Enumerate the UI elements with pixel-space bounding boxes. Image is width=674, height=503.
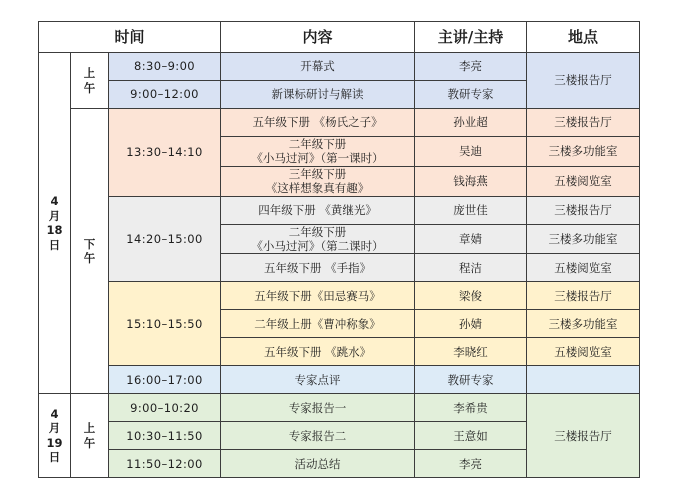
half-day-text: 午 bbox=[83, 251, 96, 266]
content-cell bbox=[221, 137, 415, 167]
content-line: 二年级下册 bbox=[288, 137, 347, 151]
half-day-text: 下 bbox=[83, 236, 96, 251]
time-cell: 11:50–12:00 bbox=[109, 450, 221, 478]
time-cell: 13:30–14:10 bbox=[109, 109, 221, 197]
header-content: 内容 bbox=[221, 22, 415, 53]
date-text: 4 bbox=[50, 194, 59, 209]
half-day-text: 上 bbox=[83, 66, 96, 81]
host-cell: 李亮 bbox=[415, 53, 527, 81]
place-cell: 五楼阅览室 bbox=[527, 338, 640, 366]
place-cell: 三楼报告厅 bbox=[527, 109, 640, 137]
host-cell: 王意如 bbox=[415, 422, 527, 450]
content-cell: 五年级下册 《杨氏之子》 bbox=[221, 109, 415, 137]
date-cell-day2 bbox=[39, 394, 71, 478]
time-cell: 9:00–12:00 bbox=[109, 81, 221, 109]
host-cell: 孙婧 bbox=[415, 310, 527, 338]
host-cell: 吴迪 bbox=[415, 137, 527, 167]
content-line: 三年级下册 bbox=[288, 166, 347, 181]
table-row bbox=[39, 109, 640, 137]
header-time: 时间 bbox=[39, 22, 221, 53]
content-line: 二年级下册 bbox=[288, 224, 347, 239]
host-cell: 梁俊 bbox=[415, 282, 527, 310]
host-cell: 程洁 bbox=[415, 254, 527, 282]
time-cell: 10:30–11:50 bbox=[109, 422, 221, 450]
host-cell: 教研专家 bbox=[415, 366, 527, 394]
time-cell: 16:00–17:00 bbox=[109, 366, 221, 394]
content-cell: 开幕式 bbox=[221, 53, 415, 81]
header-place: 地点 bbox=[527, 22, 640, 53]
content-cell: 专家点评 bbox=[221, 366, 415, 394]
content-cell: 四年级下册 《黄继光》 bbox=[221, 196, 415, 224]
morning-cell-day1 bbox=[71, 53, 109, 109]
table-row bbox=[39, 366, 640, 394]
half-day-text: 上 bbox=[83, 421, 96, 436]
half-day-text: 午 bbox=[83, 80, 96, 95]
schedule-wrapper bbox=[38, 21, 640, 478]
afternoon-cell-day1 bbox=[71, 109, 109, 394]
content-cell: 五年级下册《田忌赛马》 bbox=[221, 282, 415, 310]
content-cell: 专家报告一 bbox=[221, 394, 415, 422]
half-day-text: 午 bbox=[83, 435, 96, 450]
host-cell: 李希贵 bbox=[415, 394, 527, 422]
date-cell-day1 bbox=[39, 53, 71, 394]
date-text: 日 bbox=[48, 237, 61, 252]
host-cell: 孙业超 bbox=[415, 109, 527, 137]
place-cell bbox=[527, 366, 640, 394]
place-cell: 三楼报告厅 bbox=[527, 53, 640, 109]
content-cell: 二年级上册《曹冲称象》 bbox=[221, 310, 415, 338]
content-line: 《小马过河》（第一课时） bbox=[251, 151, 384, 166]
host-cell: 钱海燕 bbox=[415, 166, 527, 196]
table-row bbox=[39, 394, 640, 422]
morning-cell-day2 bbox=[71, 394, 109, 478]
date-text: 月 bbox=[48, 421, 61, 436]
place-cell: 三楼报告厅 bbox=[527, 394, 640, 478]
place-cell: 三楼多功能室 bbox=[527, 224, 640, 254]
content-cell bbox=[221, 166, 415, 196]
host-cell: 李亮 bbox=[415, 450, 527, 478]
place-cell: 五楼阅览室 bbox=[527, 166, 640, 196]
place-cell: 三楼多功能室 bbox=[527, 137, 640, 167]
schedule-table bbox=[38, 21, 640, 478]
content-cell: 活动总结 bbox=[221, 450, 415, 478]
content-cell: 新课标研讨与解读 bbox=[221, 81, 415, 109]
date-text: 日 bbox=[48, 450, 61, 465]
host-cell: 庞世佳 bbox=[415, 196, 527, 224]
content-cell: 专家报告二 bbox=[221, 422, 415, 450]
content-cell bbox=[221, 224, 415, 254]
date-text: 4 bbox=[50, 407, 59, 421]
table-row bbox=[39, 53, 640, 81]
time-cell: 9:00–10:20 bbox=[109, 394, 221, 422]
time-cell: 14:20–15:00 bbox=[109, 196, 221, 282]
place-cell: 三楼报告厅 bbox=[527, 196, 640, 224]
time-cell: 8:30–9:00 bbox=[109, 53, 221, 81]
host-cell: 教研专家 bbox=[415, 81, 527, 109]
time-cell: 15:10–15:50 bbox=[109, 282, 221, 366]
host-cell: 李晓红 bbox=[415, 338, 527, 366]
content-line: 《小马过河》（第二课时） bbox=[251, 238, 384, 253]
content-cell: 五年级下册 《手指》 bbox=[221, 254, 415, 282]
place-cell: 三楼报告厅 bbox=[527, 282, 640, 310]
table-row bbox=[39, 196, 640, 224]
content-line: 《这样想象真有趣》 bbox=[265, 181, 370, 196]
header-host: 主讲/主持 bbox=[415, 22, 527, 53]
place-cell: 三楼多功能室 bbox=[527, 310, 640, 338]
date-text: 月 bbox=[48, 208, 61, 223]
place-cell: 五楼阅览室 bbox=[527, 254, 640, 282]
table-row bbox=[39, 282, 640, 310]
date-text: 18 bbox=[46, 223, 63, 238]
date-text: 19 bbox=[46, 435, 63, 450]
host-cell: 章婧 bbox=[415, 224, 527, 254]
header-row bbox=[39, 22, 640, 53]
content-cell: 五年级下册 《跳水》 bbox=[221, 338, 415, 366]
